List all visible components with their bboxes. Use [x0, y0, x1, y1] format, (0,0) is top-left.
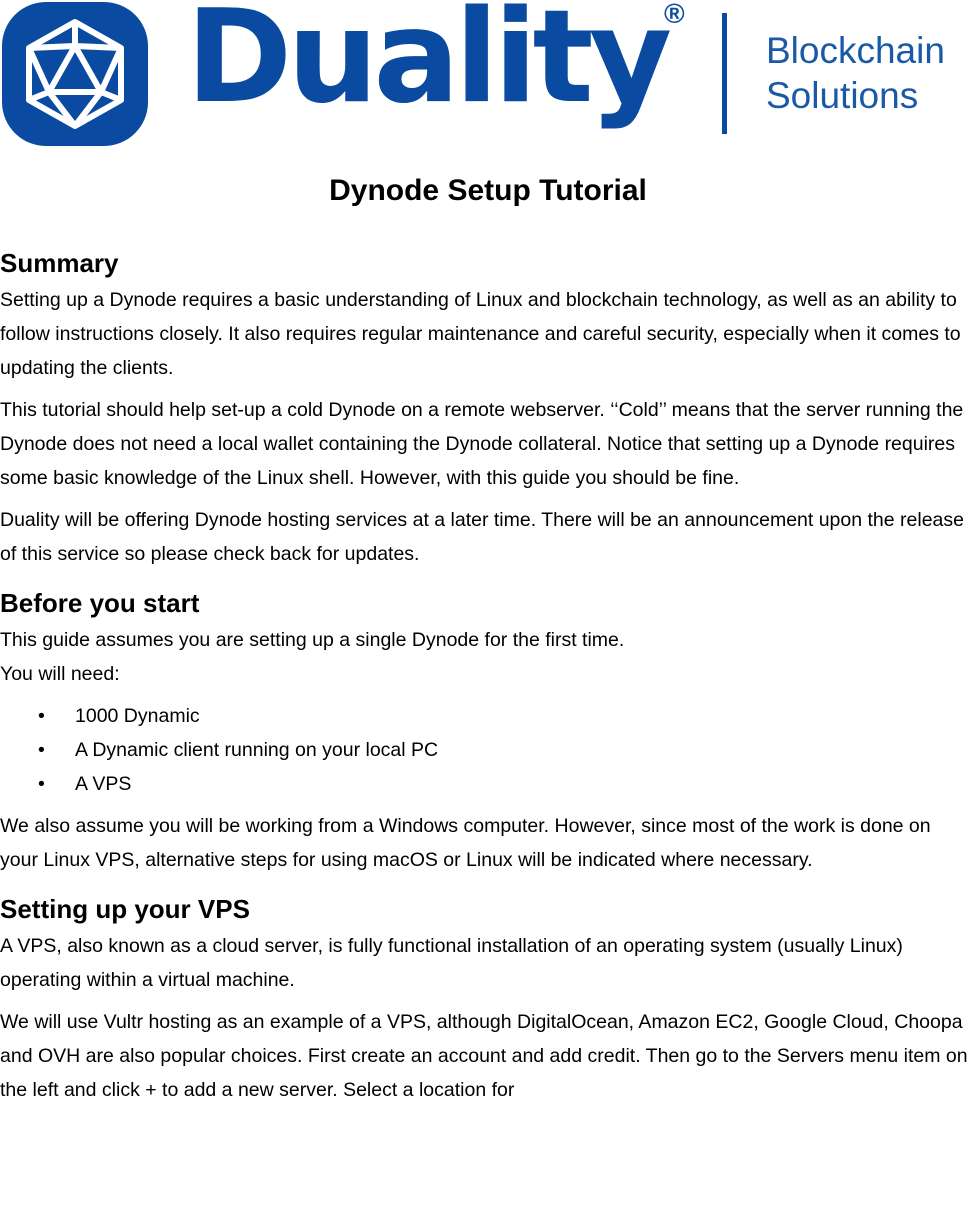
vps-paragraph-2: We will use Vultr hosting as an example of a VPS, although DigitalOcean, Amazon EC2, Google Cloud, Choopa and OVH are also popular choices. First create an account and add credit. Then go to the Servers menu item on the left and click + to add a new server. Select a location for	[0, 1011, 968, 1101]
document-title: Dynode Setup Tutorial	[329, 174, 647, 207]
brand-tagline	[766, 28, 945, 118]
icosahedron-icon	[0, 0, 150, 148]
registered-mark: ®	[664, 0, 685, 29]
before-start-heading: Before you start	[0, 588, 200, 618]
summary-paragraph-2: This tutorial should help set-up a cold Dynode on a remote webserver. ‘‘Cold’’ means that the server running the Dynode does not need a local wallet containing the Dynode collateral. Notice that setting up a Dynode requires some basic knowledge of the Linux shell. However, with this guide you should be fine.	[0, 399, 964, 489]
list-item: • 1000 Dynamic	[0, 699, 972, 733]
vps-section	[0, 891, 972, 1107]
vps-heading: Setting up your VPS	[0, 894, 250, 924]
summary-paragraph-3: Duality will be offering Dynode hosting services at a later time. There will be an announcement upon the release of this service so please check back for updates.	[0, 509, 964, 565]
before-start-paragraph: We also assume you will be working from a Windows computer. However, since most of the work is done on your Linux VPS, alternative steps for using macOS or Linux will be indicated where necessary.	[0, 815, 931, 871]
list-item: • A Dynamic client running on your local PC	[0, 733, 972, 767]
before-start-intro: This guide assumes you are setting up a single Dynode for the first time.	[0, 629, 625, 651]
before-start-need: You will need:	[0, 663, 120, 685]
header-divider	[722, 13, 727, 134]
vps-paragraph-1: A VPS, also known as a cloud server, is fully functional installation of an operating system (usually Linux) operating within a virtual machine.	[0, 935, 903, 991]
summary-heading: Summary	[0, 248, 119, 278]
list-item: • A VPS	[0, 767, 972, 801]
summary-paragraph-1: Setting up a Dynode requires a basic understanding of Linux and blockchain technology, as well as an ability to follow instructions closely. It also requires regular maintenance and careful security, especially when it comes to updating the clients.	[0, 289, 961, 379]
document-body	[0, 245, 972, 1115]
requirements-list	[0, 699, 972, 801]
brand-wordmark: Duality	[186, 0, 668, 132]
before-start-section	[0, 585, 972, 877]
tagline-line-2: Solutions	[766, 75, 919, 116]
brand-header	[0, 0, 976, 152]
tagline-line-1: Blockchain	[766, 30, 945, 71]
summary-section	[0, 245, 972, 571]
